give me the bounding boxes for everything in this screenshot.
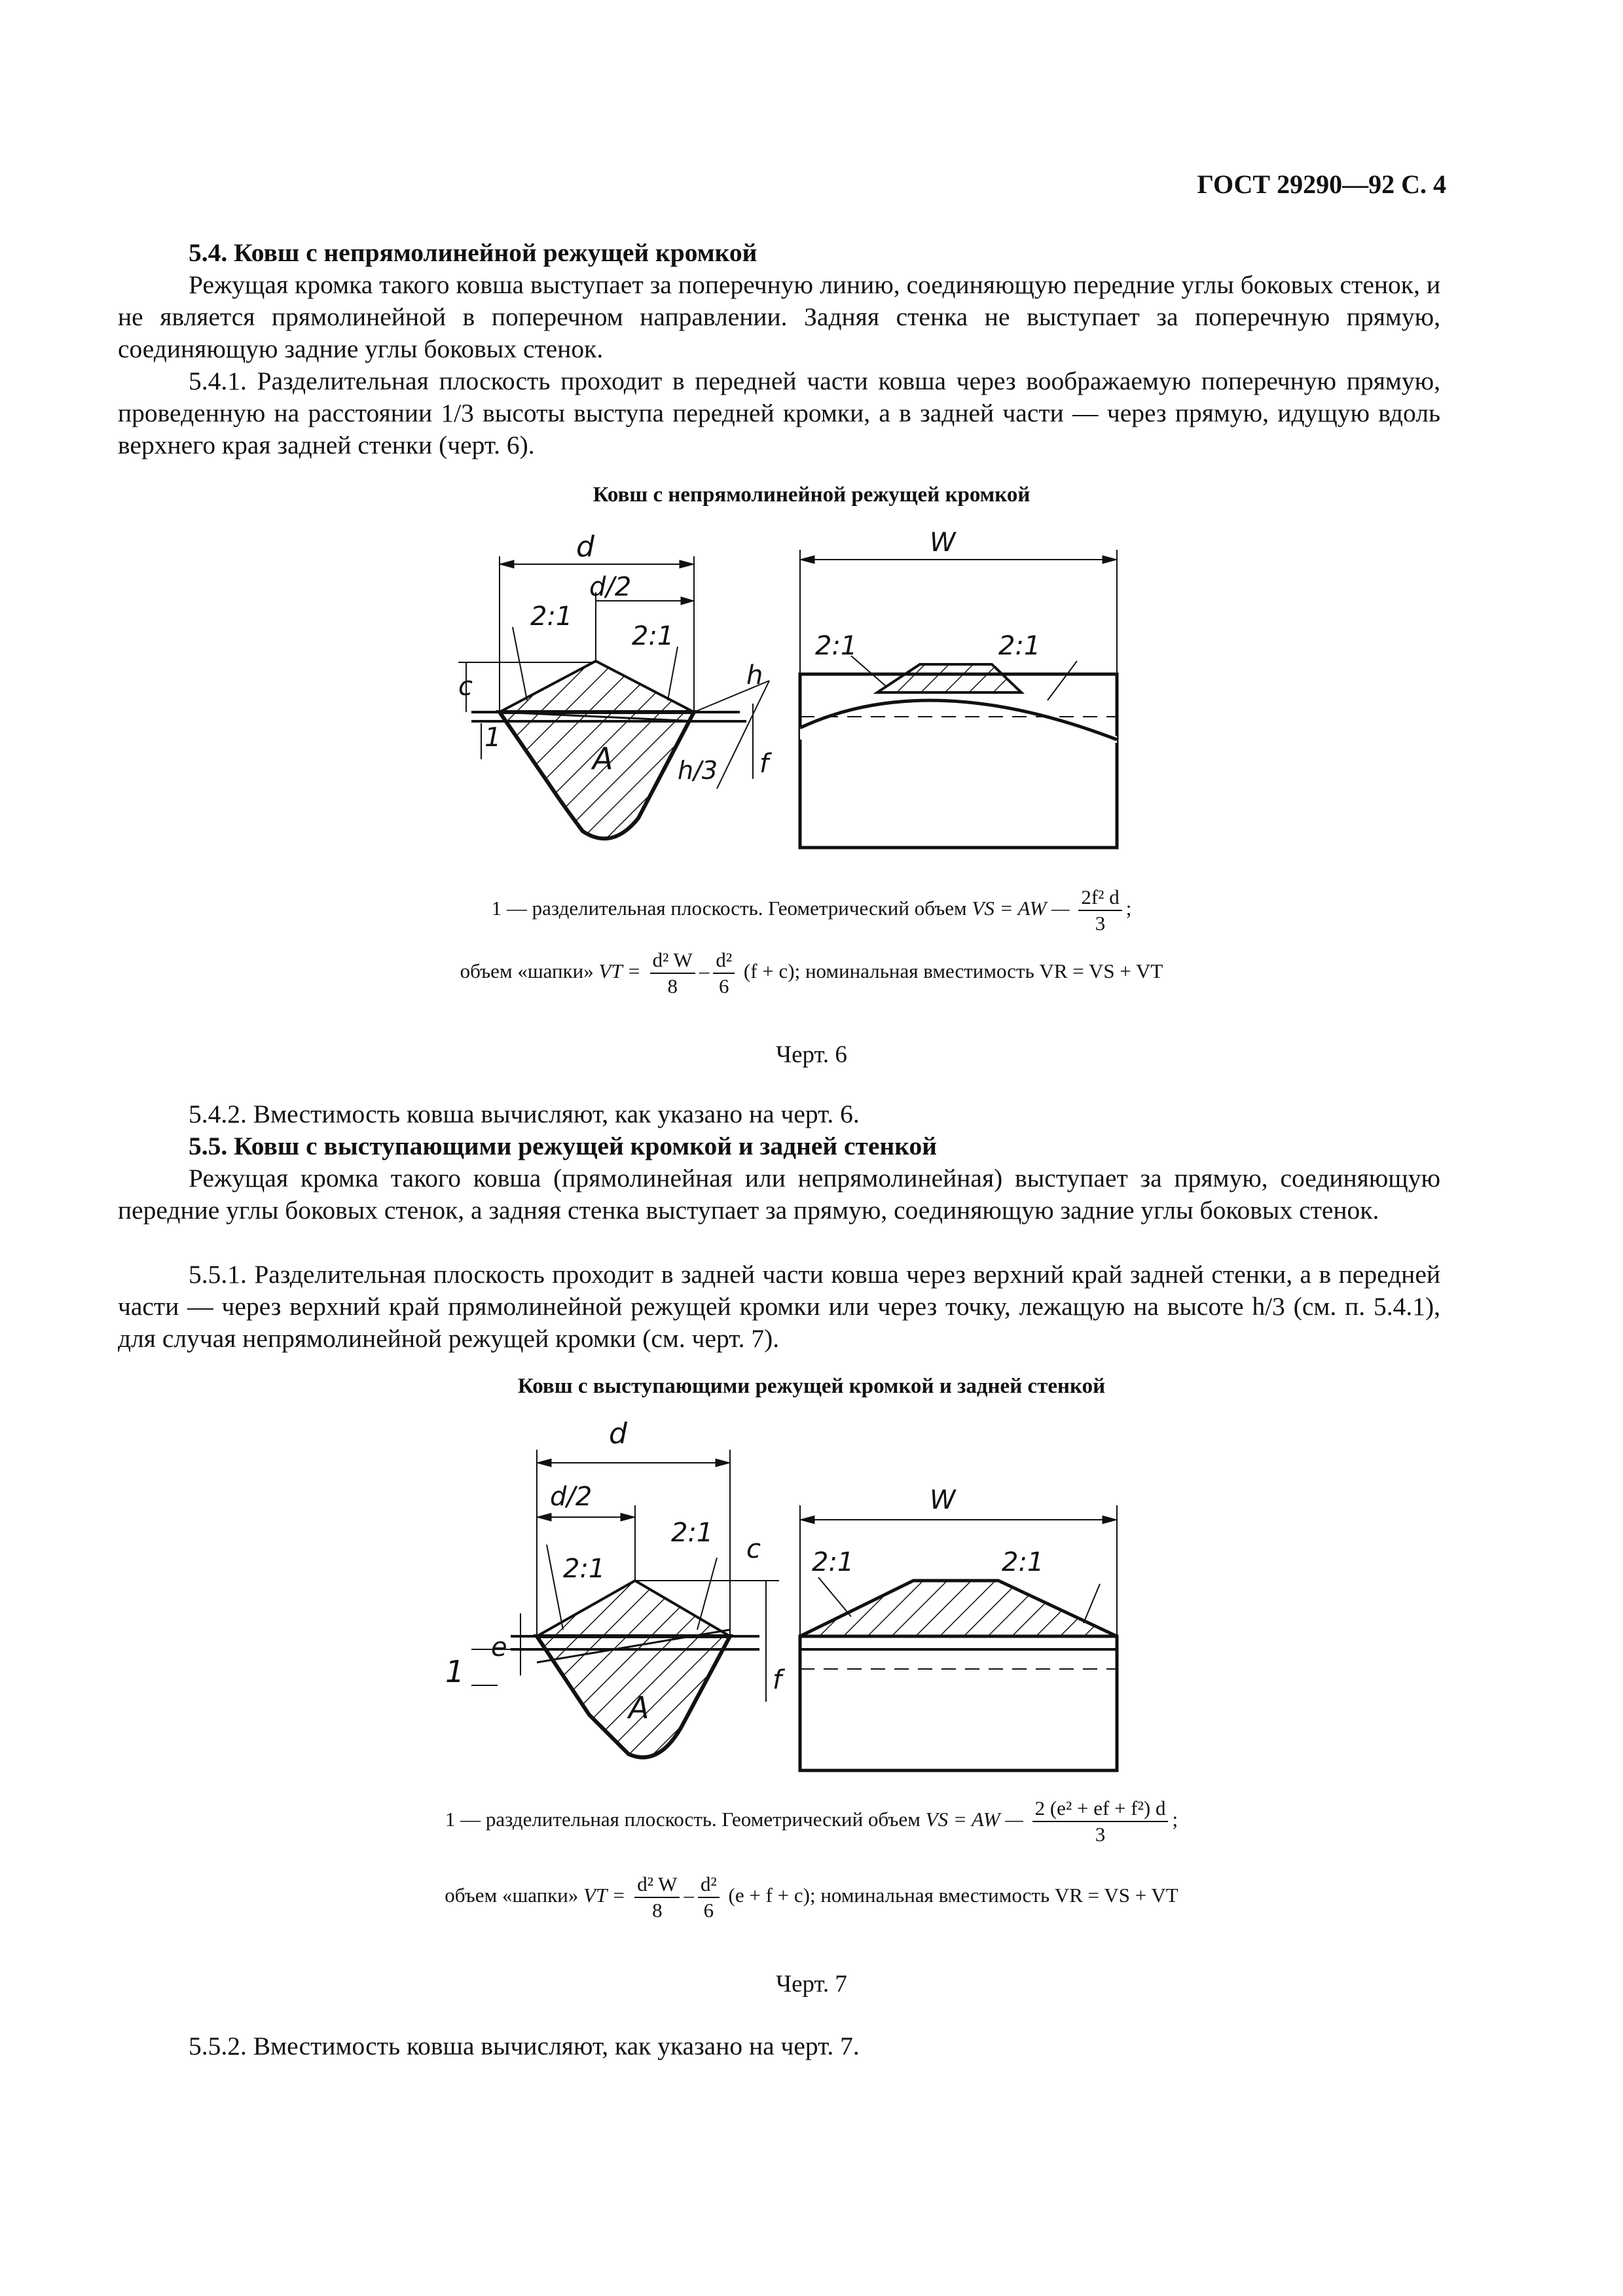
fig7-label-f: f [773, 1665, 782, 1695]
fig6-label-d2: d/2 [589, 572, 632, 602]
fig6-label-f: f [759, 749, 769, 779]
fig6-label-slope3: 2:1 [815, 631, 858, 661]
section-5-4-paragraph: Режущая кромка такого ковша выступает за поперечную линию, соединяющую передние углы боковых стенок, и не является прямолинейной в поперечном направлении. Задняя стенка не выступает за поперечную прямую, соединяющую задние углы боковых стенок. [118, 270, 1440, 363]
figure-7-title: Ковш с выступающими режущей кромкой и задней стенкой [517, 1374, 1106, 1398]
fig6-right-view [800, 550, 1117, 848]
figure-6-formula-vt: объем «шапки» VT = $\frac{\text{d² W}}{8}$ – $\frac{\text{d²}}{6}$ (f + c); номинальная вместимость VR = VS + VT [460, 948, 1163, 997]
section-5-5-heading: 5.5. Ковш с выступающими режущей кромкой и задней стенкой [189, 1132, 937, 1160]
section-5-4-1-paragraph: 5.4.1. Разделительная плоскость проходит в передней части ковша через воображаемую поперечную прямую, проведенную на расстоянии 1/3 высоты выступа передней кромки, а в задней части — через прямую, идущую вдоль верхнего края задней стенки (черт. 6). [118, 367, 1440, 459]
figure-6-caption: Черт. 6 [776, 1041, 847, 1068]
fig6-label-a: A [593, 741, 613, 776]
fig6-label-c: c [458, 672, 473, 702]
fig7-label-w: W [930, 1485, 956, 1515]
section-5-5-1-paragraph: 5.5.1. Разделительная плоскость проходит в задней части ковша через верхний край задней стенки, а в передней части — через верхний край прямолинейной режущей кромки или через точку, лежащую на высоте h/3 (см. п. 5.4.1), для случая непрямолинейной режущей кромки (см. черт. 7). [118, 1260, 1440, 1353]
figure-7-formula-vs: 1 — разделительная плоскость. Геометрический объем VS = AW — $\frac{\text{2 (e² + ef + f²) d}}{3}$ ; [445, 1797, 1178, 1846]
page-header: ГОСТ 29290—92 С. 4 [1197, 170, 1446, 199]
fig6-label-slope4: 2:1 [998, 631, 1041, 661]
fig7-label-d2: d/2 [550, 1482, 593, 1512]
fig7-label-a: A [629, 1690, 649, 1725]
fig7-label-d: d [609, 1420, 627, 1450]
figure-7-caption: Черт. 7 [776, 1971, 847, 1998]
fig7-right-view [800, 1505, 1117, 1770]
figure-6-drawing [419, 517, 1205, 884]
fig6-label-d: d [576, 530, 594, 564]
figure-7-formula-vt: объем «шапки» VT = $\frac{\text{d² W}}{8}$ – $\frac{\text{d²}}{6}$ (e + f + c); номинальная вместимость VR = VS + VT [445, 1873, 1178, 1922]
fig7-label-e: e [491, 1632, 507, 1662]
section-5-5-2-paragraph: 5.5.2. Вместимость ковша вычисляют, как указано на черт. 7. [189, 2032, 860, 2060]
fig6-label-h: h [746, 660, 763, 691]
figure-6-formula-vs: 1 — разделительная плоскость. Геометрический объем VS = AW — $\frac{\text{2f² d}}{3}$ ; [491, 886, 1132, 935]
figure-6-title: Ковш с непрямолинейной режущей кромкой [593, 483, 1030, 507]
fig6-label-slope1: 2:1 [530, 601, 573, 632]
fig7-label-one: 1 [445, 1654, 465, 1689]
fig6-label-h3: h/3 [678, 756, 718, 785]
fig7-left-profile [471, 1450, 779, 1757]
fig6-label-slope2: 2:1 [632, 621, 674, 651]
fig7-label-slope3: 2:1 [812, 1547, 854, 1577]
section-5-5-paragraph: Режущая кромка такого ковша (прямолинейная или непрямолинейная) выступает за прямую, соединяющую передние углы боковых стенок, а задняя стенка выступает за прямую, соединяющую задние углы боковых стенок. [118, 1164, 1440, 1225]
fig7-label-slope1: 2:1 [563, 1554, 606, 1584]
fig6-label-w: W [930, 528, 956, 558]
section-5-4-2-paragraph: 5.4.2. Вместимость ковша вычисляют, как указано на черт. 6. [189, 1100, 860, 1128]
fig7-label-c: c [746, 1534, 761, 1564]
section-5-4-heading: 5.4. Ковш с непрямолинейной режущей кромкой [189, 238, 757, 267]
fig7-label-slope4: 2:1 [1002, 1547, 1044, 1577]
figure-7-drawing [419, 1420, 1205, 1787]
fig7-label-slope2: 2:1 [671, 1518, 714, 1548]
fig6-label-one: 1 [484, 723, 501, 753]
